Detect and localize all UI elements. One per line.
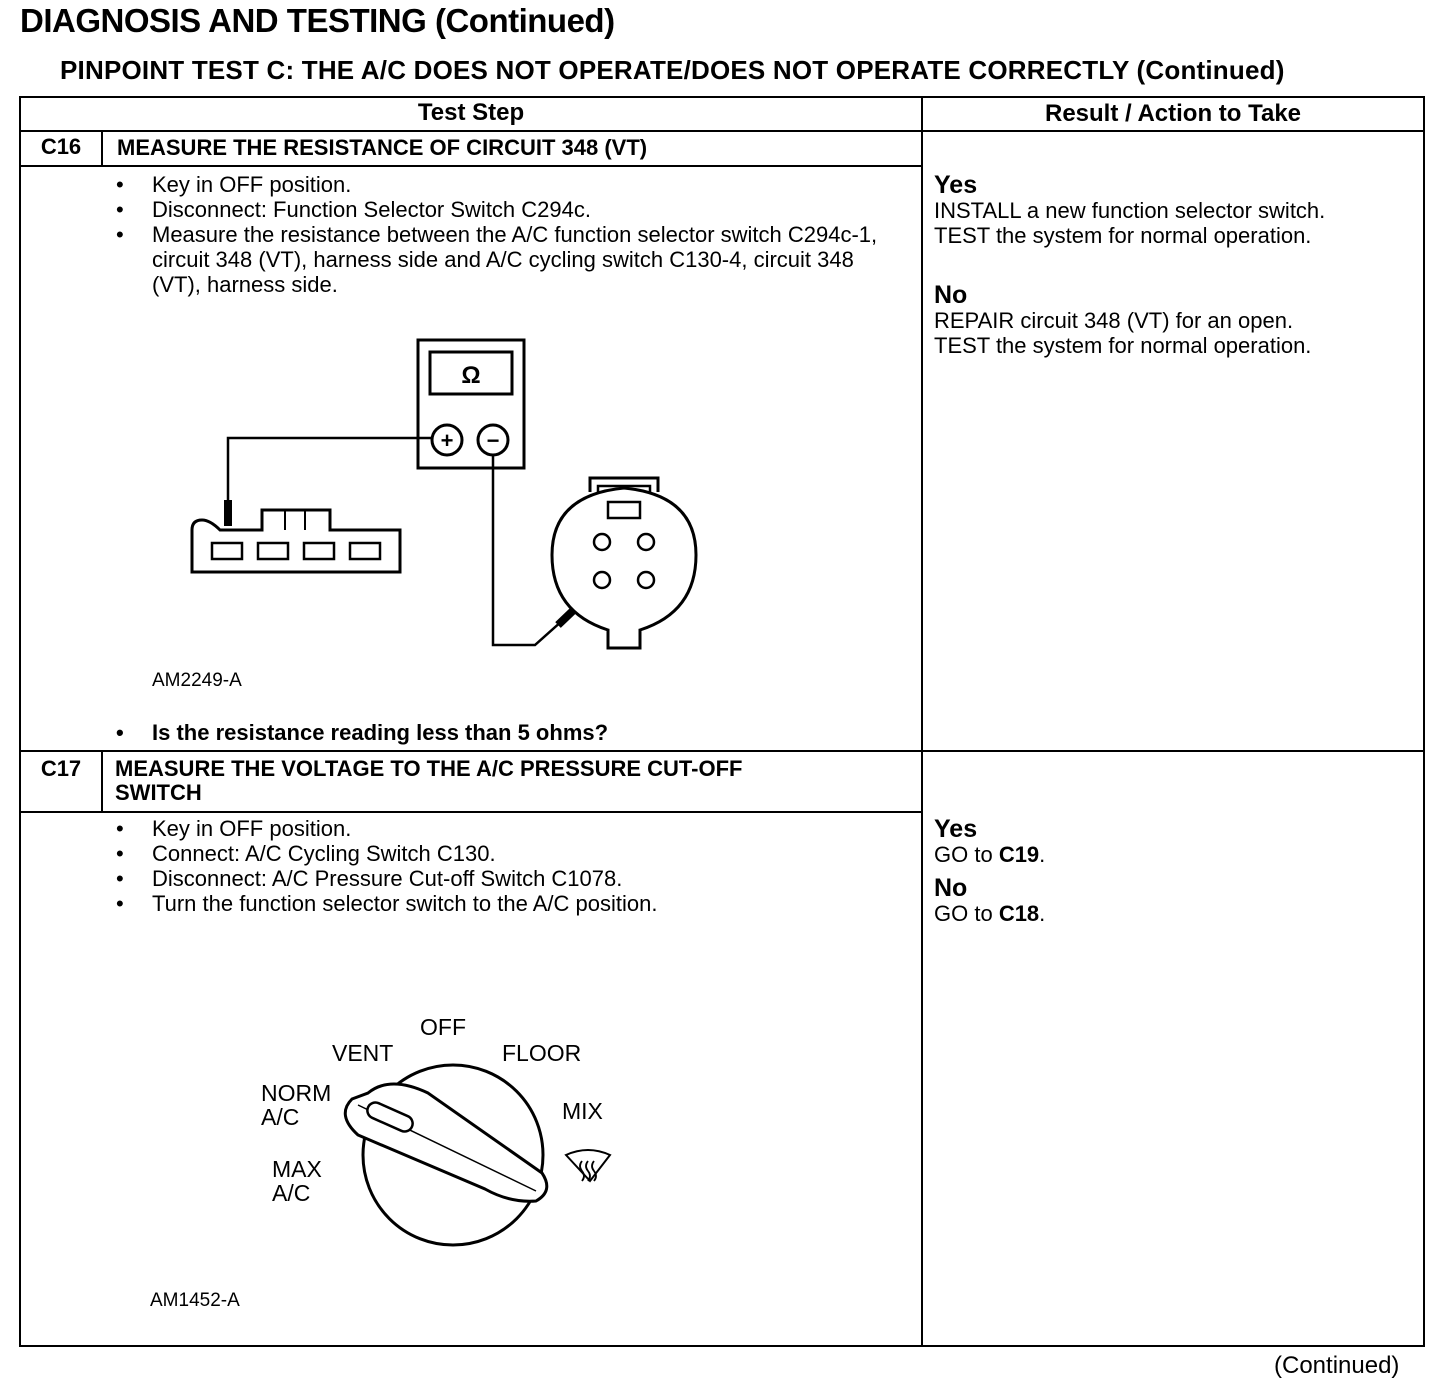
step-title-c16: MEASURE THE RESISTANCE OF CIRCUIT 348 (VT) [117,135,648,160]
plus-sign: + [440,428,454,453]
dial-label-off: OFF [420,1014,466,1040]
list-item: • Disconnect: Function Selector Switch C294c. [116,197,906,222]
step-title-line: SWITCH [115,780,202,805]
list-item: • Key in OFF position. [116,816,906,841]
step-c17-instructions [116,816,906,916]
figure-id-c16: AM2249-A [152,670,242,691]
result-yes-action: GO to C19. [934,842,1046,867]
result-no-action: GO to C18. [934,901,1046,926]
step-c16-question [116,720,906,745]
go-to-text: GO to [934,842,993,867]
result-yes-action: TEST the system for normal operation. [934,223,1312,248]
result-c17 [934,816,1414,926]
step-id-c16: C16 [40,134,82,159]
dial-label-floor: FLOOR [502,1040,582,1066]
result-yes-action: INSTALL a new function selector switch. [934,198,1326,223]
list-item: • Turn the function selector switch to the A/C position. [116,891,906,916]
page-title: DIAGNOSIS AND TESTING (Continued) [20,2,615,39]
continued-footer: (Continued) [1274,1352,1400,1379]
list-item: • Connect: A/C Cycling Switch C130. [116,841,906,866]
function-selector-connector [192,510,400,572]
dial-label-norm-ac [261,1081,331,1129]
result-no-label: No [934,874,968,902]
cycling-switch-connector [552,478,696,648]
step-id-c17: C17 [40,756,82,781]
dial-label-norm-ac-text: A/C [261,1104,300,1130]
function-selector-diagram [240,1005,660,1255]
list-item: • Measure the resistance between the A/C function selector switch C294c-1, circuit 348 (VT), harness side and A/C cycling switch C130-4, circuit 348 (VT), harness side. [116,222,906,297]
list-item: • Is the resistance reading less than 5 ohms? [116,720,906,745]
pinpoint-test-title: PINPOINT TEST C: THE A/C DOES NOT OPERATE/DOES NOT OPERATE CORRECTLY (Continued) [60,55,1285,85]
result-no-label: No [934,281,968,309]
ohm-symbol: Ω [461,362,481,389]
positive-probe [224,500,232,526]
column-header-result: Result / Action to Take [1044,100,1302,127]
ohmmeter-diagram [180,330,740,660]
column-header-test-step: Test Step [417,99,525,126]
dial-label-mix: MIX [562,1098,603,1124]
step-c16-instructions [116,172,906,297]
figure-id-c17: AM1452-A [150,1290,240,1311]
result-yes-label: Yes [934,171,978,199]
minus-sign: − [486,428,500,453]
list-item: • Disconnect: A/C Pressure Cut-off Switch C1078. [116,866,906,891]
positive-lead [228,438,432,502]
result-c16 [934,172,1414,358]
defrost-icon [566,1150,610,1181]
selector-knob [240,1005,660,1255]
step-link-c19[interactable]: C19 [998,842,1040,867]
step-link-c18[interactable]: C18 [998,901,1040,926]
step-title-c17 [115,757,742,805]
dial-label-max-ac-text: A/C [272,1180,311,1206]
list-item: • Key in OFF position. [116,172,906,197]
result-yes-label: Yes [934,815,978,843]
dial-label-max: MAX [272,1156,322,1182]
dial-label-norm: NORM [261,1080,332,1106]
go-to-text: GO to [934,901,993,926]
step-title-line: MEASURE THE VOLTAGE TO THE A/C PRESSURE CUT-OFF [115,756,743,781]
result-no-action: TEST the system for normal operation. [934,333,1312,358]
dial-label-max-ac [272,1157,322,1205]
result-no-action: REPAIR circuit 348 (VT) for an open. [934,308,1294,333]
dial-label-vent: VENT [332,1040,394,1066]
